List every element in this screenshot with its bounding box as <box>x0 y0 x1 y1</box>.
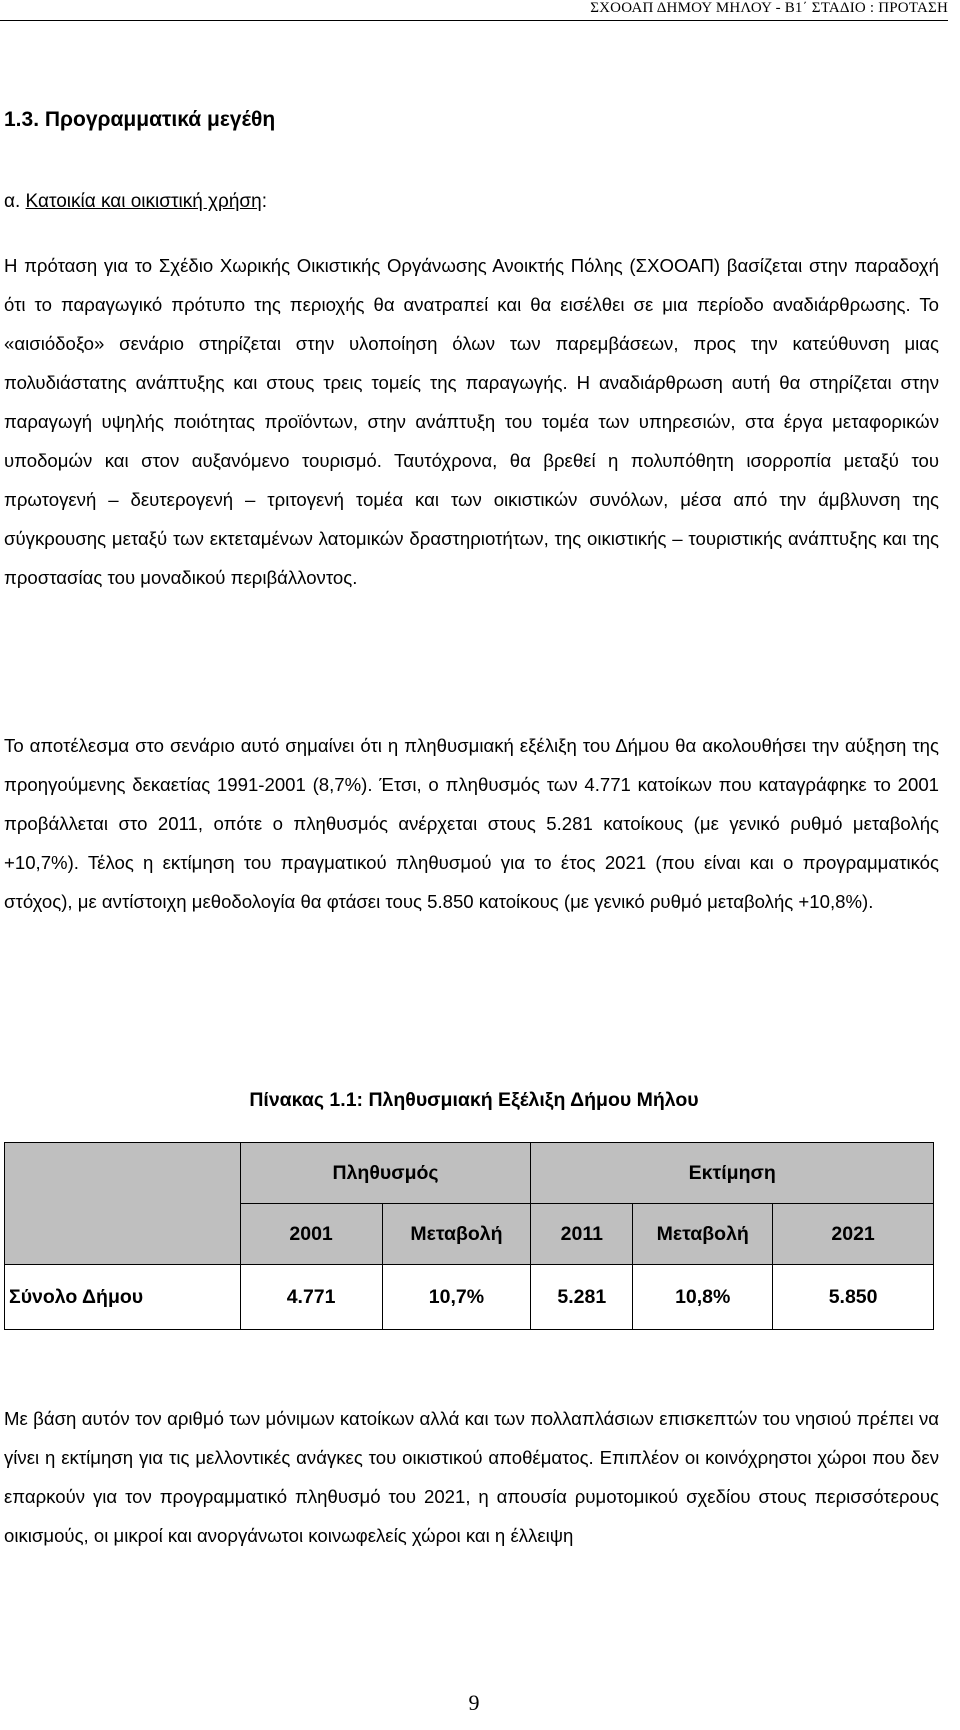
section-heading: 1.3. Προγραμματικά μεγέθη <box>4 108 276 131</box>
column-header: 2011 <box>531 1204 633 1265</box>
column-header: 2021 <box>773 1204 934 1265</box>
table-caption: Πίνακας 1.1: Πληθυσμιακή Εξέλιξη Δήμου Μήλου <box>249 1089 699 1111</box>
table-cell: 5.850 <box>773 1265 934 1330</box>
running-header: ΣΧΟΟΑΠ ΔΗΜΟΥ ΜΗΛΟΥ - Β1΄ ΣΤΑΔΙΟ : ΠΡΟΤΑΣΗ <box>590 0 948 16</box>
table-corner-cell <box>5 1143 241 1265</box>
group-header-population: Πληθυσμός <box>240 1143 531 1204</box>
subsection-suffix: : <box>261 191 267 212</box>
table-cell: 4.771 <box>240 1265 382 1330</box>
paragraph-needs: Με βάση αυτόν τον αριθμό των μόνιμων κατοίκων αλλά και των πολλαπλάσιων επισκεπτών του νησιού πρέπει να γίνει η εκτίμηση για τις μελλοντικές ανάγκες του οικιστικού αποθέματος. Επιπλέον οι κοινόχρηστοι χώροι που δεν επαρκούν για τον προγραμματικό πληθυσμό του 2021, η απουσία ρυμοτομικού σχεδίου στους περισσότερους οικισμούς, οι μικροί και ανοργάνωτοι κοινωφελείς χώροι και η έλλειψη <box>4 1408 939 1546</box>
column-header: Μεταβολή <box>633 1204 773 1265</box>
page-number: 9 <box>468 1690 480 1715</box>
table-cell: 10,8% <box>633 1265 773 1330</box>
column-header: 2001 <box>240 1204 382 1265</box>
paragraph-scenario: Η πρόταση για το Σχέδιο Χωρικής Οικιστικής Οργάνωσης Ανοικτής Πόλης (ΣΧΟΟΑΠ) βασίζεται στην παραδοχή ότι το παραγωγικό πρότυπο της περιοχής θα ανατραπεί και θα εισέλθει σε μια περίοδο αναδιάρθρωσης. Το «αισιόδοξο» σενάριο στηρίζεται στην υλοποίηση όλων των παρεμβάσεων, προς την κατεύθυνση μιας πολυδιάστατης ανάπτυξης και στους τρεις τομείς της παραγωγής. Η αναδιάρθρωση αυτή θα στηρίζεται στην παραγωγή υψηλής ποιότητας προϊόντων, στην ανάπτυξη του τομέα των υπηρεσιών, στα έργα μεταφορικών υποδομών και στον αυξανόμενο τουρισμό. Ταυτόχρονα, θα βρεθεί η πολυπόθητη ισορροπία μεταξύ του πρωτογενή – δευτερογενή – τριτογενή τομέα και των οικιστικών συνόλων, μέσα από την άμβλυνση της σύγκρουσης μεταξύ των εκτεταμένων λατομικών δραστηριοτήτων, της οικιστικής – τουριστικής ανάπτυξης και της προστασίας του μοναδικού περιβάλλοντος. <box>4 255 939 588</box>
population-table <box>4 1142 934 1330</box>
subsection-marker: α. <box>4 191 26 212</box>
row-label: Σύνολο Δήμου <box>5 1265 241 1330</box>
header-rule <box>0 20 948 21</box>
table-group-header-row <box>5 1143 934 1204</box>
group-header-estimate: Εκτίμηση <box>531 1143 934 1204</box>
paragraph-population-projection: Το αποτέλεσμα στο σενάριο αυτό σημαίνει ότι η πληθυσμιακή εξέλιξη του Δήμου θα ακολουθήσει την αύξηση της προηγούμενης δεκαετίας 1991-2001 (8,7%). Έτσι, ο πληθυσμός των 4.771 κατοίκων που καταγράφηκε το 2001 προβάλλεται στο 2011, οπότε ο πληθυσμός ανέρχεται στους 5.281 κατοίκους (με γενικό ρυθμό μεταβολής +10,7%). Τέλος η εκτίμηση του πραγματικού πληθυσμού για το έτος 2021 (που είναι και ο προγραμματικός στόχος), με αντίστοιχη μεθοδολογία θα φτάσει τους 5.850 κατοίκους (με γενικό ρυθμό μεταβολής +10,8%). <box>4 735 939 912</box>
column-header: Μεταβολή <box>382 1204 531 1265</box>
table-cell: 10,7% <box>382 1265 531 1330</box>
subsection-heading <box>4 191 267 213</box>
subsection-title: Κατοικία και οικιστική χρήση <box>25 191 262 212</box>
table-cell: 5.281 <box>531 1265 633 1330</box>
table-row <box>5 1265 934 1330</box>
